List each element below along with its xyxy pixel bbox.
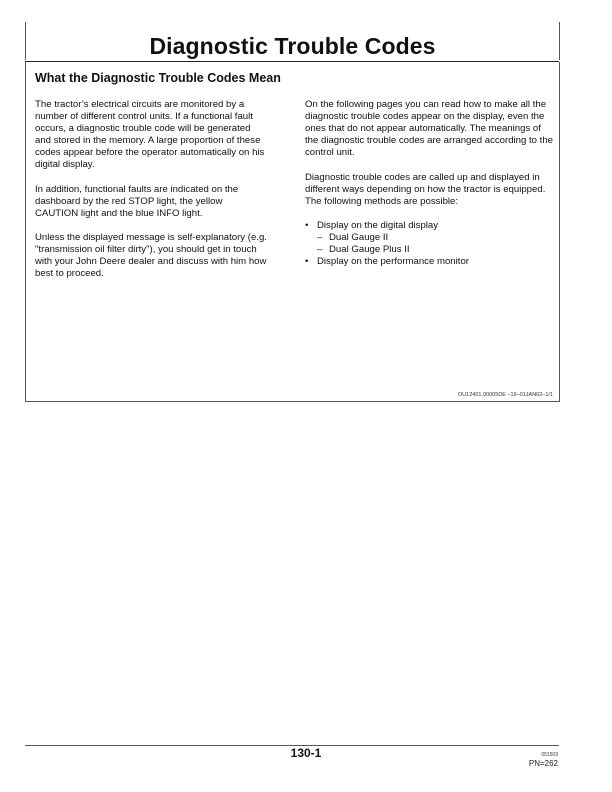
- dash-mark: –: [317, 232, 323, 244]
- document-reference: OU12401,00005DE –19–01JAN02–1/1: [457, 392, 553, 398]
- bullet-mark: •: [305, 219, 309, 231]
- list-item: [305, 232, 553, 244]
- list-item: [305, 244, 553, 256]
- paragraph: Diagnostic trouble codes are called up and displayed in different ways depending on how the tractor is equipped. The following methods are possible:: [305, 171, 546, 207]
- title-box: [25, 22, 560, 60]
- section-heading: What the Diagnostic Trouble Codes Mean: [35, 71, 281, 85]
- list-item-text: Display on the performance monitor: [317, 256, 469, 268]
- paragraph: Unless the displayed message is self-explanatory (e.g. "transmission oil filter dirty"), you should get in touch with your John Deere dealer and discuss with him how best to proceed.: [35, 232, 267, 280]
- paragraph: The tractor’s electrical circuits are monitored by a number of different control units. If a functional fault occurs, a diagnostic trouble code will be generated and stored in the memory. A large proportion of these codes appear before the operator automatically on his digital display.: [35, 99, 265, 171]
- pn-number: PN=262: [528, 759, 558, 768]
- footer-code: 051503: [541, 752, 558, 758]
- list-item: [305, 220, 553, 232]
- paragraph: On the following pages you can read how to make all the diagnostic trouble codes appear on the display, even the ones that do not appear automatically. The meanings of the diagnostic trouble codes are arranged according to the control unit.: [305, 99, 553, 159]
- list-item-text: Dual Gauge Plus II: [329, 244, 410, 256]
- left-column: [35, 99, 267, 293]
- page-title: Diagnostic Trouble Codes: [149, 33, 436, 59]
- dash-mark: –: [317, 244, 323, 256]
- list-item-text: Display on the digital display: [317, 219, 439, 231]
- page-number: 130-1: [290, 746, 322, 760]
- list-item-text: Dual Gauge II: [329, 232, 389, 244]
- bullet-mark: •: [305, 256, 309, 268]
- list-item: [305, 256, 553, 268]
- right-column: [305, 99, 553, 268]
- section-box: [25, 62, 560, 402]
- methods-list: [305, 220, 553, 268]
- paragraph: In addition, functional faults are indicated on the dashboard by the red STOP light, the yellow CAUTION light and the blue INFO light.: [35, 183, 239, 219]
